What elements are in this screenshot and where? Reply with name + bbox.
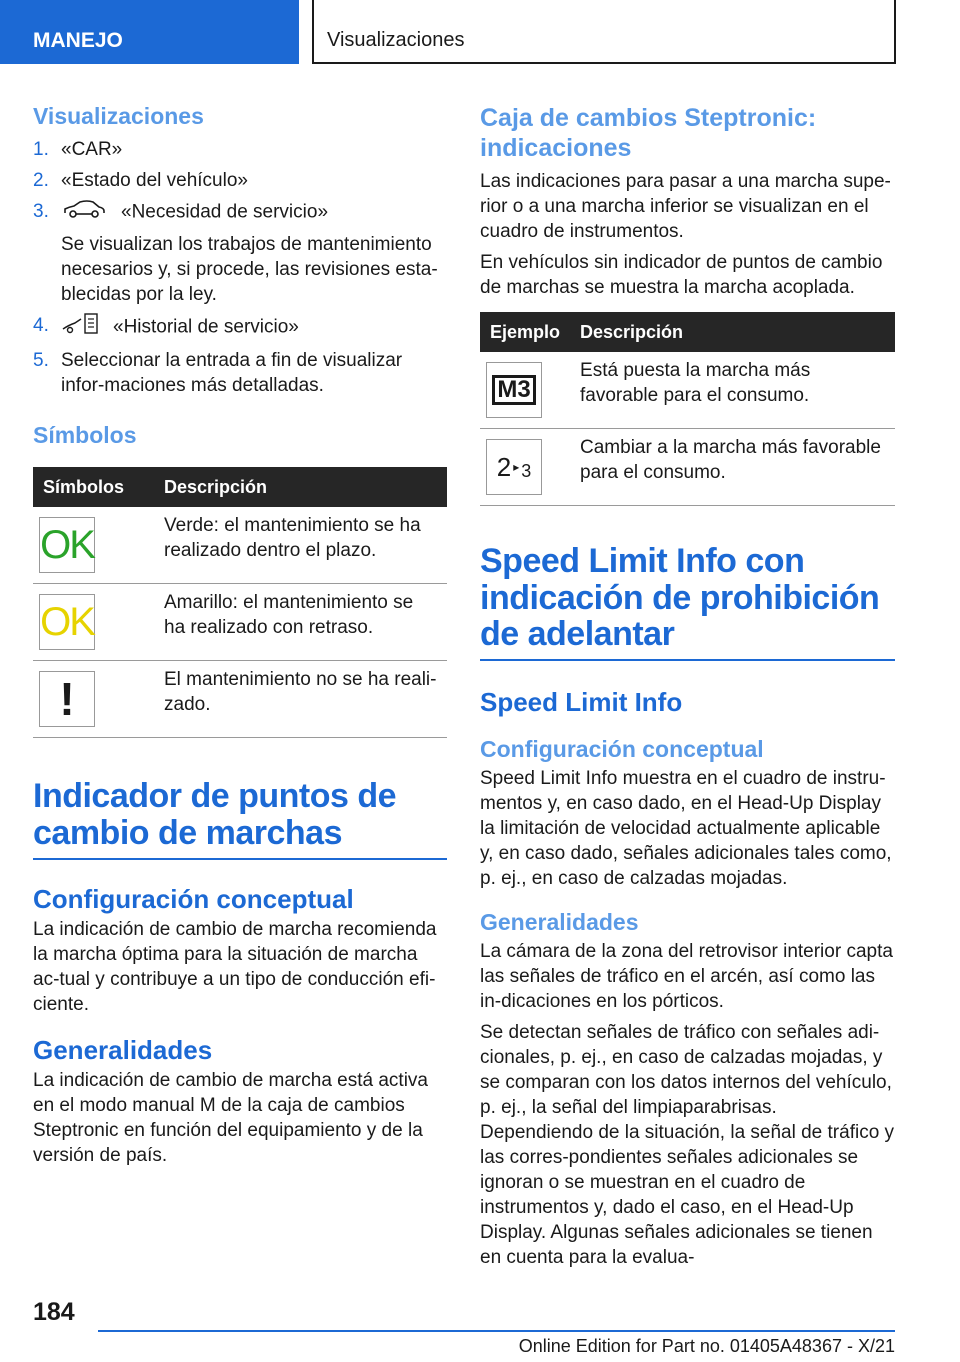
ok-green-symbol: [39, 517, 95, 573]
ok-yellow-symbol: [39, 594, 95, 650]
example-table: [480, 312, 895, 506]
shift-indicator-heading: [33, 778, 447, 859]
config-heading: Configuración conceptual: [33, 883, 354, 914]
table-header-cell: Símbolos: [33, 467, 154, 507]
list-number: 2.: [33, 169, 49, 191]
table-row: [33, 507, 447, 584]
sli-config-text: Speed Limit Info muestra en el cuadro de instru-mentos y, en caso dado, en el Head-Up Display la limitación de velocidad actualmente aplicable y, en caso dado, señales adicionales tales como, p. ej., en caso de calzadas mojadas.: [480, 767, 892, 889]
chapter-label: Visualizaciones: [327, 29, 465, 51]
general-heading: Generalidades: [33, 1034, 213, 1065]
list-number: 3.: [33, 200, 49, 222]
list-text: Seleccionar la entrada a fin de visualizar infor-maciones más detalladas.: [61, 349, 403, 396]
table-row: [33, 584, 447, 661]
visualizaciones-heading: Visualizaciones: [33, 103, 204, 129]
simbolos-heading: Símbolos: [33, 421, 137, 448]
visualizaciones-list: [33, 137, 447, 398]
m3-gear-text: M3: [492, 375, 535, 405]
sli-general-heading: Generalidades: [480, 908, 639, 935]
service-history-icon: [61, 313, 99, 342]
table-row: [33, 661, 447, 738]
footer-edition: Online Edition for Part no. 01405A48367 - X/21: [518, 1336, 895, 1356]
sli-heading: Speed Limit Info: [480, 687, 683, 718]
page-number: 184: [33, 1298, 75, 1326]
sli-main-heading: [480, 543, 895, 661]
table-row: [480, 429, 895, 506]
list-item: [33, 199, 447, 307]
table-cell: Cambiar a la marcha más favorable para el consumo.: [570, 429, 895, 506]
steptronic-text-1: Las indicaciones para pasar a una marcha supe-rior o a una marcha inferior se visualizan en el cuadro de instrumentos.: [480, 171, 891, 242]
list-item: [33, 168, 447, 193]
shift-up-symbol: [486, 439, 542, 495]
list-text: «Estado del vehículo»: [61, 169, 248, 191]
list-number: 4.: [33, 314, 49, 336]
sli-general-text-1: La cámara de la zona del retrovisor interior capta las señales de tráfico en el arcén, así como las in-dicaciones en los pórticos.: [480, 940, 893, 1012]
list-subtext: Se visualizan los trabajos de mantenimiento necesarios y, si procede, las revisiones esta-blecidas por la ley.: [61, 233, 438, 305]
table-cell: El mantenimiento no se ha reali-zado.: [154, 661, 447, 738]
chapter-tab: [312, 0, 896, 64]
table-header-row: [480, 312, 895, 352]
table-header-cell: Descripción: [570, 312, 895, 352]
sli-config-heading: Configuración conceptual: [480, 736, 764, 763]
symbols-table: [33, 467, 447, 738]
exclamation-text: !: [59, 672, 75, 725]
table-header-row: [33, 467, 447, 507]
right-column: [480, 100, 895, 1270]
sli-main-title: Speed Limit Info con indicación de prohibición de adelantar: [480, 542, 880, 654]
list-text: «Historial de servicio»: [113, 316, 299, 338]
shift-to-gear: 3: [521, 460, 532, 481]
table-cell: Verde: el mantenimiento se ha realizado dentro el plazo.: [154, 507, 447, 584]
list-text: «Necesidad de servicio»: [121, 201, 329, 223]
list-item: [33, 137, 447, 162]
list-item: [33, 313, 447, 342]
list-number: 5.: [33, 349, 49, 371]
general-text: La indicación de cambio de marcha está activa en el modo manual M de la caja de cambios Steptronic en función del equipamiento y de la versión de país.: [33, 1070, 429, 1166]
steptronic-text-2: En vehículos sin indicador de puntos de cambio de marchas se muestra la marcha acoplada.: [480, 252, 883, 298]
list-number: 1.: [33, 138, 49, 160]
section-label: MANEJO: [33, 29, 123, 52]
left-column: [33, 100, 447, 1168]
footer-divider: [98, 1330, 895, 1332]
m3-gear-symbol: [486, 362, 542, 418]
section-tab: [0, 0, 299, 64]
table-row: [480, 352, 895, 429]
ok-yellow-text: OK: [40, 599, 94, 644]
list-text: «CAR»: [61, 138, 123, 160]
shift-arrow-icon: ▸: [513, 459, 520, 474]
steptronic-heading: Caja de cambios Steptronic: indicaciones: [480, 104, 817, 162]
shift-from-gear: 2: [496, 451, 512, 482]
car-service-icon: [61, 199, 107, 226]
shift-indicator-title: Indicador de puntos de cambio de marchas: [33, 777, 397, 852]
table-header-cell: Ejemplo: [480, 312, 570, 352]
config-text: La indicación de cambio de marcha recomienda la marcha óptima para la situación de marcha ac-tual y contribuye a un tipo de conducción efi-ciente.: [33, 918, 437, 1015]
table-header-cell: Descripción: [154, 467, 447, 507]
exclamation-symbol: [39, 671, 95, 727]
table-cell: Amarillo: el mantenimiento se ha realizado con retraso.: [154, 584, 447, 661]
list-item: [33, 348, 447, 398]
ok-green-text: OK: [40, 522, 94, 567]
sli-general-text-2: Se detectan señales de tráfico con señales adi-cionales, p. ej., en caso de calzadas mojadas, y se comparan con los datos internos del vehículo, p. ej., la señal del limpiaparabrisas. Dependiendo de la situación, la señal de tráfico y las corres-pondientes señales adicionales se ignoran o se muestran en el cuadro de instrumentos y, dado el caso, en el Head-Up Display. Algunas señales adicionales se tienen en cuenta para la evalua-: [480, 1021, 895, 1268]
table-cell: Está puesta la marcha más favorable para el consumo.: [570, 352, 895, 429]
